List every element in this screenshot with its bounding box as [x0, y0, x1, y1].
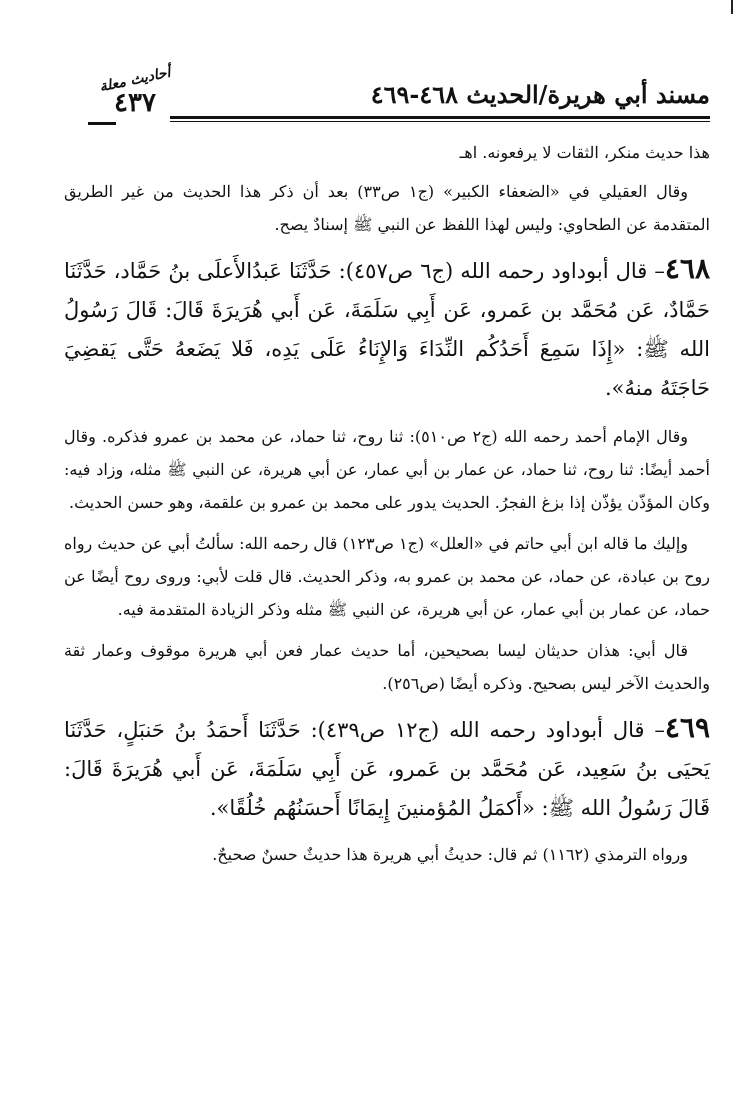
hadith-468 — [64, 249, 710, 408]
corner-mark — [731, 0, 733, 14]
page-number-underline — [88, 122, 116, 125]
header-rule — [170, 116, 710, 119]
paragraph-ilal: وإليك ما قاله ابن أبي حاتم في «العلل» (ج١ ص١٢٣) قال رحمه الله: سألتُ أبي عن حديث رواه روح بن عبادة، عن حماد، عن محمد بن عمرو به، وذكر الحديث. قال قلت لأبي: وروى روح أيضًا عن حماد، عن عمار بن أبي عمار، عن أبي هريرة، عن النبي ﷺ مثله وذكر الزيادة المتقدمة فيه. — [64, 534, 710, 619]
page-body — [64, 140, 710, 870]
hadith-469 — [64, 708, 710, 828]
paragraph-ahmad: وقال الإمام أحمد رحمه الله (ج٢ ص٥١٠): ثنا روح، ثنا حماد، عن محمد بن عمرو فذكره. وقال أحمد أيضًا: ثنا روح، ثنا حماد، عن عمار بن أبي عمار، عن أبي هريرة، عن النبي ﷺ مثله، وزاد فيه: وكان المؤذّن يؤذّن إذا بزغ الفجرُ. الحديث يدور على محمد بن عمرو بن علقمة، وهو حسن الحديث. — [64, 427, 710, 512]
hadith-number-468: ٤٦٨ — [664, 252, 710, 285]
running-title: مسند أبي هريرة/الحديث ٤٦٨-٤٦٩ — [370, 80, 710, 109]
handwritten-stamp: أحاديث معلة — [98, 64, 172, 96]
paragraph-abi: قال أبي: هذان حديثان ليسا بصحيحين، أما حديث عمار فعن أبي هريرة موقوف وعمار ثقة والحديث الآخر ليس بصحيح. وذكره أيضًا (ص٢٥٦). — [64, 641, 710, 693]
paragraph-tirmidhi: ورواه الترمذي (١١٦٢) ثم قال: حديثُ أبي هريرة هذا حديثٌ حسنٌ صحيحٌ. — [212, 845, 688, 864]
hadith-number-469: ٤٦٩ — [664, 711, 710, 744]
hadith-469-text: – قال أبوداود رحمه الله (ج١٢ ص٤٣٩): حَدَّثَنَا أَحمَدُ بنُ حَنبَلٍ، حَدَّثَنَا يَحيَى بنُ سَعِيد، عَن مُحَمَّد بن عَمرو، عَن أَبِي سَلَمَةَ، عَن أَبي هُرَيرَةَ قَالَ: قَالَ رَسُولُ الله ﷺ: «أَكمَلُ المُؤمنينَ إِيمَانًا أَحسَنُهُم خُلُقًا». — [64, 718, 710, 820]
paragraph-end-quote: هذا حديث منكر، الثقات لا يرفعونه. اهـ — [459, 143, 710, 162]
page-header — [60, 64, 710, 128]
header-rule-thin — [170, 121, 710, 122]
hadith-468-text: – قال أبوداود رحمه الله (ج٦ ص٤٥٧): حَدَّثَنَا عَبدُالأَعلَى بنُ حَمَّاد، حَدَّثَنَا حَمَّادٌ، عَن مُحَمَّد بن عَمرو، عَن أَبِي سَلَمَةَ، عَن أَبي هُرَيرَةَ قَالَ: قَالَ رَسُولُ الله ﷺ: «إِذَا سَمِعَ أَحَدُكُم النِّدَاءَ وَالإِنَاءُ عَلَى يَدِه، فَلا يَضَعهُ حَتَّى يَقضِيَ حَاجَتَهُ منهُ». — [64, 259, 710, 400]
page-number: ٤٣٧ — [114, 88, 156, 118]
paragraph-uqayli: وقال العقيلي في «الضعفاء الكبير» (ج١ ص٣٣) بعد أن ذكر هذا الحديث من غير الطريق المتقدمة عن الطحاوي: وليس لهذا اللفظ عن النبي ﷺ إسنادٌ يصح. — [64, 182, 710, 234]
